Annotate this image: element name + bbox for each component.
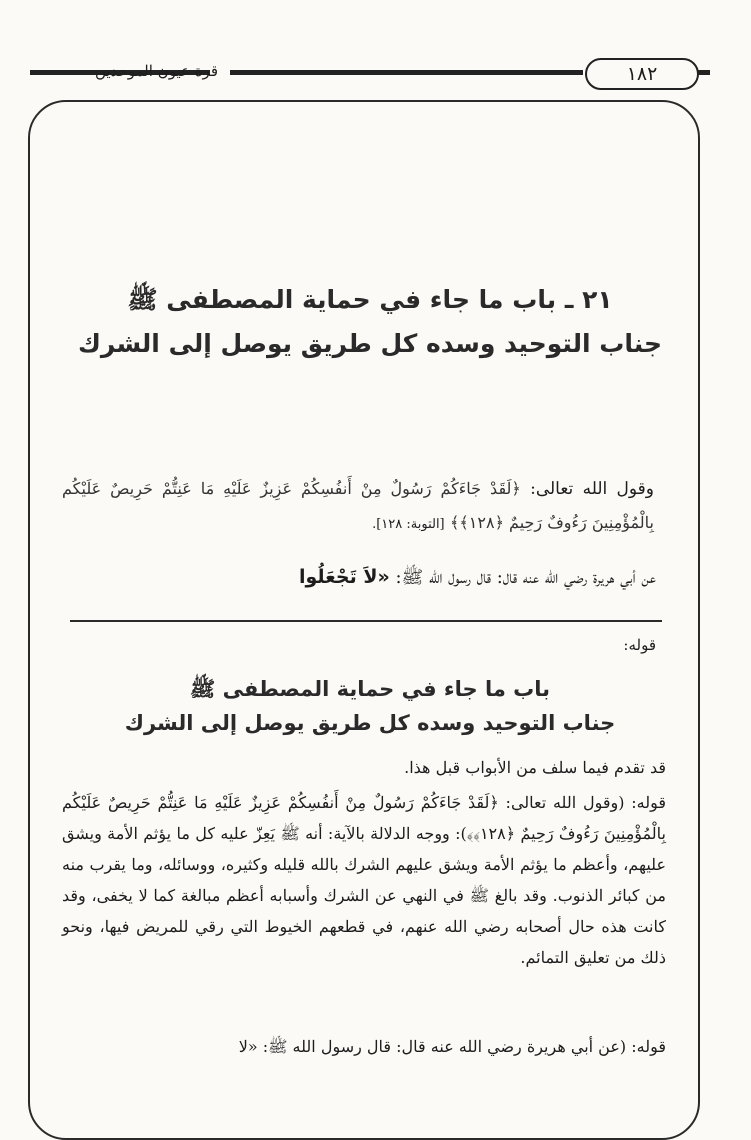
- verse-block: [62, 472, 654, 542]
- section-divider: [70, 620, 662, 622]
- commentary-paragraph-3: قوله: (عن أبي هريرة رضي الله عنه قال: قال رسول الله ﷺ: «لا: [238, 1037, 666, 1056]
- commentary-label: قوله:: [623, 636, 656, 654]
- hadith-bold: «لاَ تَجْعَلُوا: [298, 566, 390, 588]
- commentary-subtitle-line1: باب ما جاء في حماية المصطفى ﷺ: [189, 677, 551, 701]
- running-title: قرة عيون الموحدين: [95, 62, 218, 80]
- hadith-text: [62, 562, 656, 593]
- commentary-subtitle-line2: جناب التوحيد وسده كل طريق يوصل إلى الشرك: [124, 711, 616, 735]
- chapter-title: [60, 278, 680, 366]
- hadith-narration: عن أبي هريرة رضي الله عنه قال: قال رسول الله ﷺ:: [389, 567, 656, 588]
- page-number: ١٨٢: [585, 58, 699, 90]
- commentary-subtitle: [60, 672, 680, 740]
- header-rule-middle: [230, 70, 583, 74]
- verse-reference: [التوبة: ١٢٨].: [372, 517, 445, 532]
- verse-intro: وقول الله تعالى:: [520, 479, 655, 499]
- commentary-paragraph-2: قوله: (وقول الله تعالى: ﴿لَقَدْ جَاءَكُمْ رَسُولٌ مِنْ أَنفُسِكُمْ عَزِيزٌ عَلَيْهِ مَا عَنِتُّمْ حَرِيصٌ عَلَيْكُم بِالْمُؤْمِنِينَ رَءُوفٌ رَحِيمٌ ﴿١٢٨﴾﴾): ووجه الدلالة بالآية: أنه ﷺ يَعِزّ عليه كل ما يؤثم الأمة ويشق عليهم، وأعظم ما يؤثم الأمة ويشق عليهم الشرك بالله قليله وكثيره، ووسائله، وما يقرب منه من كبائر الذنوب. وقد بالغ ﷺ في النهي عن الشرك وأسبابه أعظم مبالغة كما لا يخفى، وقد كانت هذه حال أصحابه رضي الله عنهم، في قطعهم الخيوط التي رقي للمريض فيها، ونحو ذلك من تعليق التمائم.: [62, 793, 666, 967]
- header-rule-right: [697, 70, 710, 74]
- chapter-title-line2: جناب التوحيد وسده كل طريق يوصل إلى الشرك: [78, 329, 662, 358]
- page-header: [30, 58, 710, 90]
- commentary-paragraph-1: قد تقدم فيما سلف من الأبواب قبل هذا.: [404, 758, 666, 777]
- quran-verse: ﴿لَقَدْ جَاءَكُمْ رَسُولٌ مِنْ أَنفُسِكُمْ عَزِيزٌ عَلَيْهِ مَا عَنِتُّمْ حَرِيصٌ عَلَيْكُم بِالْمُؤْمِنِينَ رَءُوفٌ رَحِيمٌ ﴿١٢٨﴾﴾: [62, 479, 654, 532]
- commentary-body: [62, 752, 666, 977]
- chapter-title-line1: ٢١ ـ باب ما جاء في حماية المصطفى ﷺ: [127, 285, 613, 314]
